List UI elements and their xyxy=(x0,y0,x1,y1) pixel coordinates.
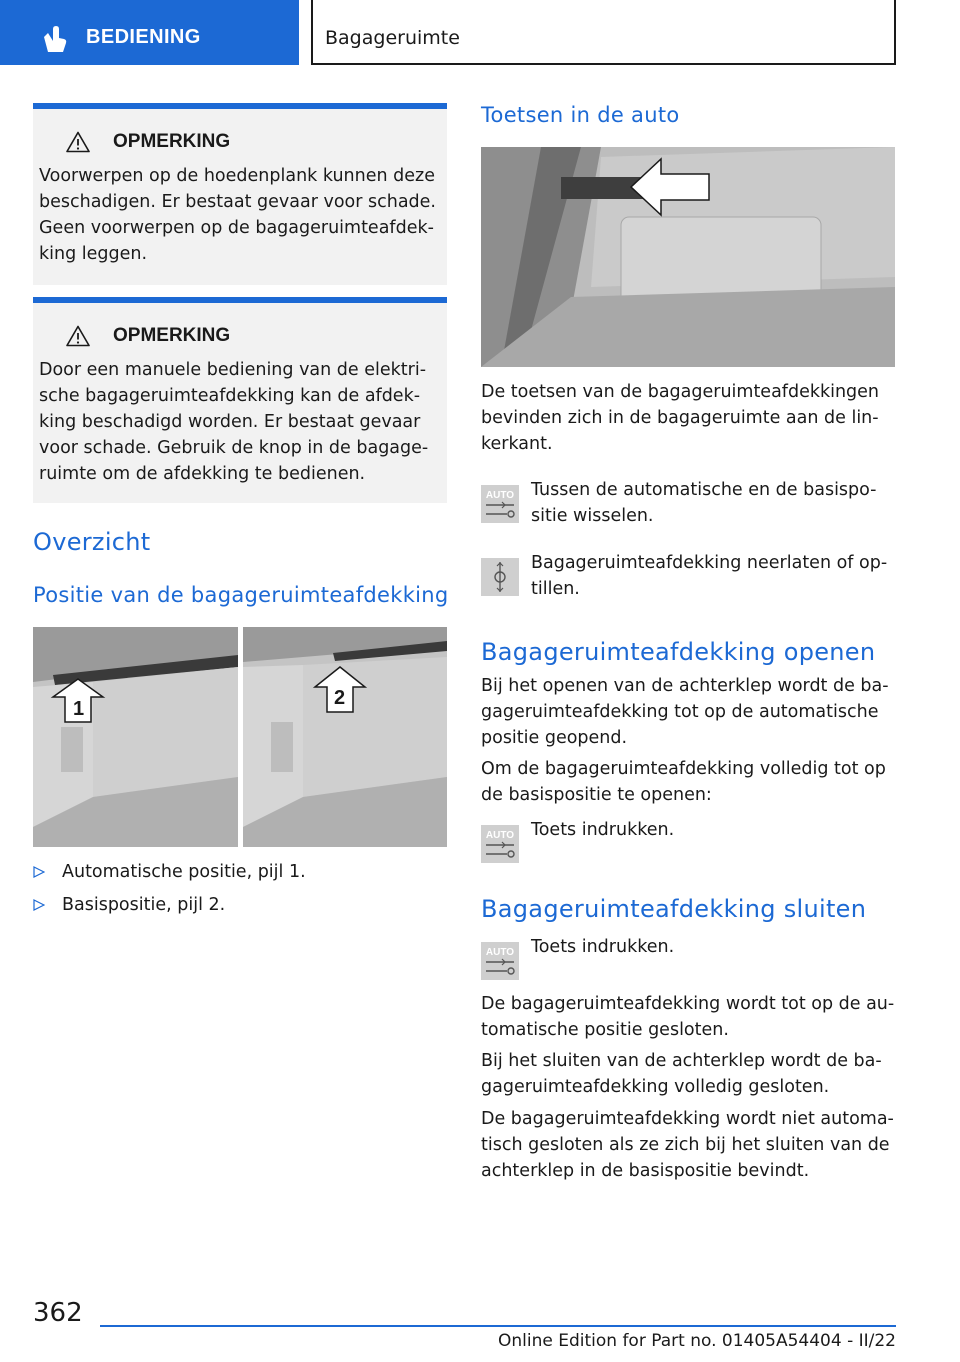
notice-box-2 xyxy=(33,297,447,503)
trunk-interior-illustration xyxy=(481,147,895,367)
trunk-photo-position-2 xyxy=(243,627,447,847)
notice-body: Door een manuele bediening van de elektri-sche bagageruimteafdekking kan de afdek-king beschadigd worden. Er bestaat gevaar voor schade. Gebruik de knop in de bagage-ruimte om de afdekking te bedienen. xyxy=(39,360,429,484)
warning-triangle-icon xyxy=(66,325,90,347)
step-text: Toets indrukken. xyxy=(531,820,675,840)
hand-pointer-icon xyxy=(38,25,68,53)
section-heading-overzicht: Overzicht xyxy=(33,528,151,556)
auto-button-icon xyxy=(481,825,519,863)
trunk-illustration xyxy=(243,627,447,847)
auto-button-icon xyxy=(481,485,519,523)
notice-body: Voorwerpen op de hoedenplank kunnen deze beschadigen. Er bestaat gevaar voor schade. Geen voorwerpen op de bagageruimteafdek-king leggen. xyxy=(39,166,436,264)
paragraph: De bagageruimteafdekking wordt tot op de au-tomatische positie gesloten. xyxy=(481,994,895,1040)
button-description: Tussen de automatische en de basispo-sitie wisselen. xyxy=(531,480,877,526)
paragraph: De bagageruimteafdekking wordt niet automa-tisch gesloten als ze zich bij het sluiten van de achterklep in de basispositie bevindt. xyxy=(481,1109,894,1181)
trunk-photo-position-1 xyxy=(33,627,238,847)
notice-box-1 xyxy=(33,103,447,285)
footer-divider xyxy=(100,1325,896,1327)
triangle-bullet-icon xyxy=(33,866,45,878)
list-item xyxy=(33,895,225,915)
subheading-positie: Positie van de bagageruimteafdekking xyxy=(33,583,449,607)
warning-triangle-icon xyxy=(66,131,90,153)
list-item xyxy=(33,862,306,882)
step-text: Toets indrukken. xyxy=(531,937,675,957)
bullet-text: Automatische positie, pijl 1. xyxy=(62,862,306,882)
notice-title: OPMERKING xyxy=(113,325,231,346)
auto-label: AUTO xyxy=(485,830,515,841)
page-title: Bagageruimte xyxy=(325,27,460,49)
section-label: BEDIENING xyxy=(86,26,201,48)
raise-lower-button-icon xyxy=(481,558,519,596)
bullet-text: Basispositie, pijl 2. xyxy=(62,895,226,915)
page-number: 362 xyxy=(33,1298,83,1328)
triangle-bullet-icon xyxy=(33,899,45,911)
arrow-label-1: 1 xyxy=(73,698,85,720)
auto-label: AUTO xyxy=(485,490,515,501)
trunk-buttons-photo xyxy=(481,147,895,367)
arrow-label-2: 2 xyxy=(334,687,346,709)
auto-label: AUTO xyxy=(485,947,515,958)
auto-button-icon xyxy=(481,942,519,980)
paragraph: Bij het openen van de achterklep wordt de ba-gageruimteafdekking tot op de automatische positie geopend. xyxy=(481,676,889,748)
section-heading-toetsen: Toetsen in de auto xyxy=(481,103,680,127)
paragraph: De toetsen van de bagageruimteafdekkingen bevinden zich in de bagageruimte aan de lin-kerkant. xyxy=(481,382,880,454)
section-heading-openen: Bagageruimteafdekking openen xyxy=(481,638,876,666)
paragraph: Om de bagageruimteafdekking volledig tot op de basispositie te openen: xyxy=(481,759,886,805)
notice-title: OPMERKING xyxy=(113,131,231,152)
button-description: Bagageruimteafdekking neerlaten of op-tillen. xyxy=(531,553,888,599)
paragraph: Bij het sluiten van de achterklep wordt de ba-gageruimteafdekking volledig gesloten. xyxy=(481,1051,882,1097)
trunk-illustration xyxy=(33,627,238,847)
section-tab xyxy=(0,0,299,65)
section-heading-sluiten: Bagageruimteafdekking sluiten xyxy=(481,895,867,923)
footer-edition: Online Edition for Part no. 01405A54404 - II/22 xyxy=(497,1331,896,1351)
